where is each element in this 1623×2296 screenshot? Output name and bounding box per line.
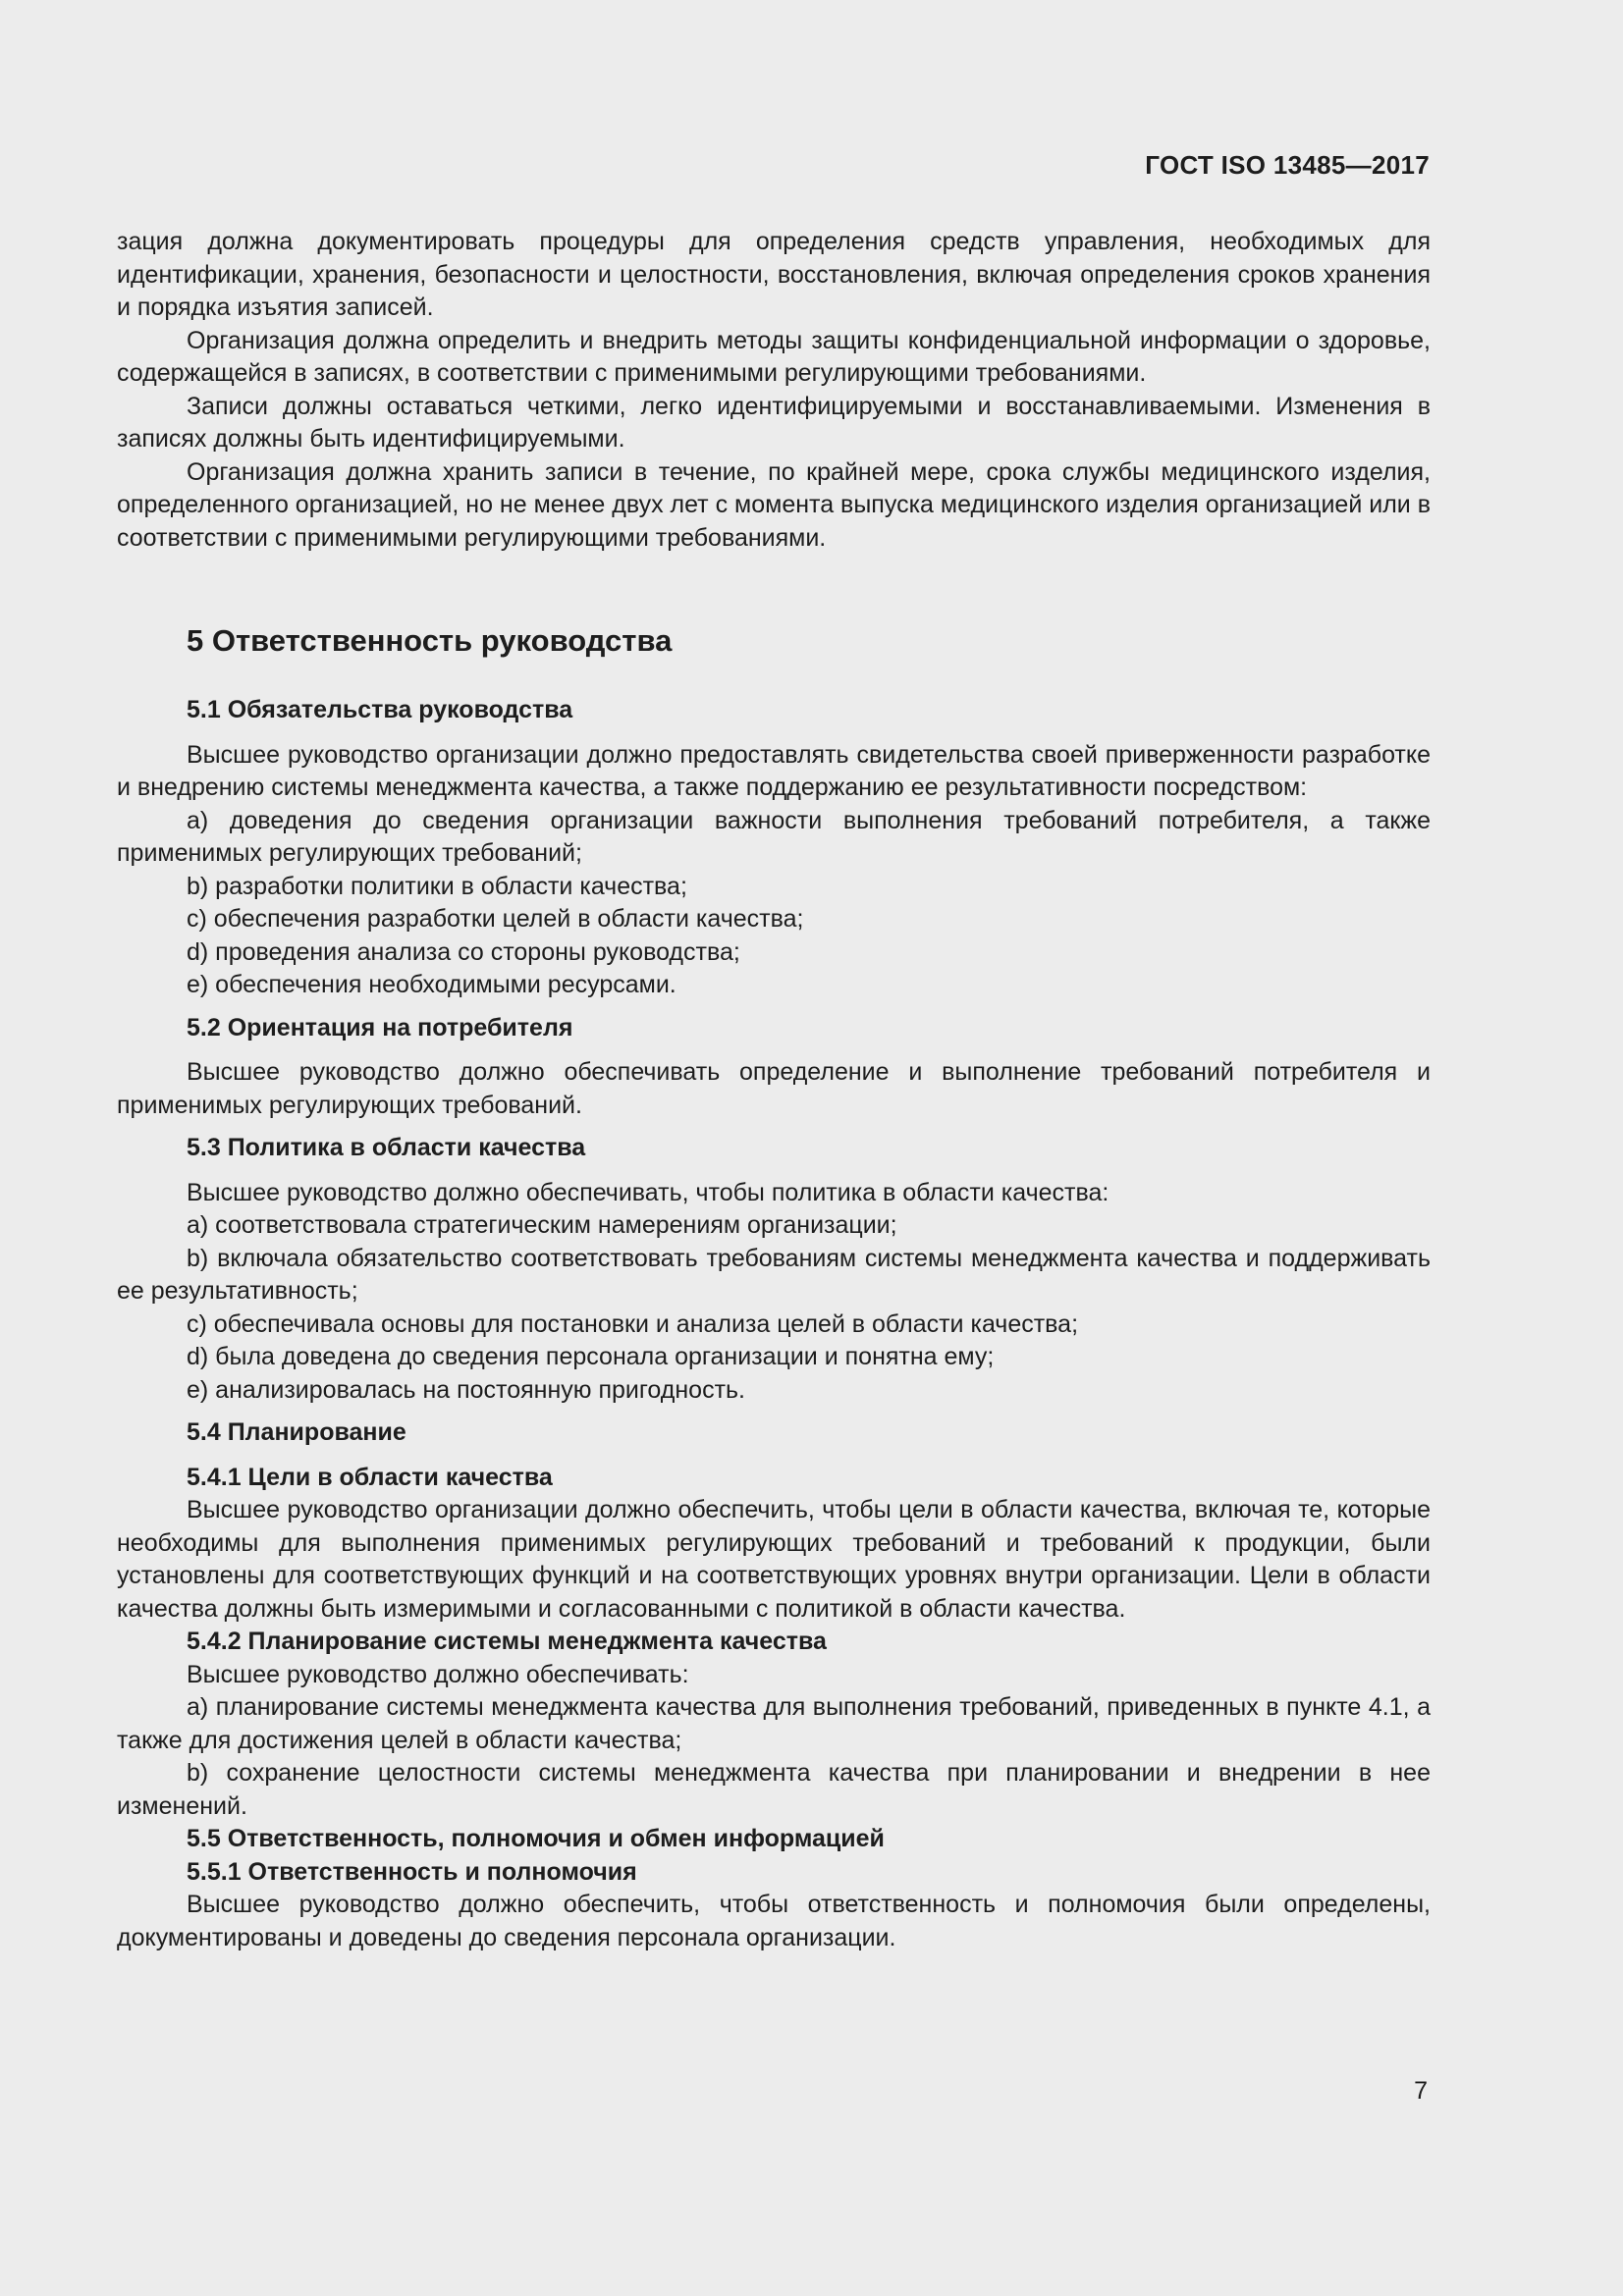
section-5-5-heading: 5.5 Ответственность, полномочия и обмен информацией: [187, 1825, 885, 1852]
section-5-3-item-c: c) обеспечивала основы для постановки и анализа целей в области качества;: [187, 1309, 1079, 1338]
page-number: 7: [1414, 2077, 1428, 2105]
section-5-1-item-e: e) обеспечения необходимыми ресурсами.: [187, 971, 676, 998]
paragraph-records-retention: Организация должна хранить записи в течение, по крайней мере, срока службы медицинского изделия, определенного организацией, но не менее двух лет с момента выпуска медицинского изделия организацией или в соответствии с применимыми регулирующими требованиями.: [117, 457, 1431, 552]
section-5-4-2-intro: Высшее руководство должно обеспечивать:: [187, 1660, 689, 1688]
section-5-3-item-d: d) была доведена до сведения персонала организации и понятна ему;: [187, 1343, 995, 1370]
paragraph-records-procedures: зация должна документировать процедуры для определения средств управления, необходимых для идентификации, хранения, безопасности и целостности, восстановления, включая определения сроков хранения и порядка изъятия записей.: [117, 228, 1431, 321]
document-code-header: ГОСТ ISO 13485—2017: [1145, 150, 1430, 180]
section-5-4-2-item-a: a) планирование системы менеджмента качества для выполнения требований, приведенных в пункте 4.1, а также для достижения целей в области качества;: [117, 1693, 1431, 1754]
section-5-4-2-item-b: b) сохранение целостности системы менеджмента качества при планировании и внедрении в нее изменений.: [117, 1759, 1431, 1820]
section-5-1-heading: 5.1 Обязательства руководства: [187, 696, 573, 723]
section-5-3-item-b: b) включала обязательство соответствовать требованиям системы менеджмента качества и поддерживать ее результативность;: [117, 1244, 1431, 1305]
paragraph-records-legible: Записи должны оставаться четкими, легко идентифицируемыми и восстанавливаемыми. Изменения в записях должны быть идентифицируемыми.: [117, 392, 1431, 453]
section-5-2-heading: 5.2 Ориентация на потребителя: [187, 1013, 573, 1041]
document-body: [117, 226, 1431, 1954]
section-5-1-intro: Высшее руководство организации должно предоставлять свидетельства своей приверженности разработке и внедрению системы менеджмента качества, а также поддержанию ее результативности посредством:: [117, 740, 1431, 801]
section-5-5-1-paragraph: Высшее руководство должно обеспечить, чтобы ответственность и полномочия были определены, документированы и доведены до сведения персонала организации.: [117, 1891, 1431, 1951]
section-5-4-1-paragraph: Высшее руководство организации должно обеспечить, чтобы цели в области качества, включая те, которые необходимы для выполнения применимых регулирующих требований и требований к продукции, были установлены для соответствующих функций и на соответствующих уровнях внутри организации. Цели в области качества должны быть измеримыми и согласованными с политикой в области качества.: [117, 1496, 1431, 1623]
section-5-3-intro: Высшее руководство должно обеспечивать, чтобы политика в области качества:: [187, 1178, 1109, 1206]
section-5-2-paragraph: Высшее руководство должно обеспечивать определение и выполнение требований потребителя и применимых регулирующих требований.: [117, 1058, 1431, 1119]
section-5-4-2-heading: 5.4.2 Планирование системы менеджмента качества: [187, 1628, 827, 1655]
section-5-1-item-b: b) разработки политики в области качества;: [187, 872, 687, 900]
section-5-1-item-a: a) доведения до сведения организации важности выполнения требований потребителя, а также применимых регулирующих требований;: [117, 806, 1431, 867]
section-5-1-item-d: d) проведения анализа со стороны руководства;: [187, 937, 740, 966]
paragraph-confidential-info: Организация должна определить и внедрить методы защиты конфиденциальной информации о здоровье, содержащейся в записях, в соответствии с применимыми регулирующими требованиями.: [117, 326, 1431, 387]
section-5-heading: 5 Ответственность руководства: [187, 623, 673, 658]
section-5-3-heading: 5.3 Политика в области качества: [187, 1134, 586, 1161]
section-5-4-heading: 5.4 Планирование: [187, 1418, 406, 1446]
section-5-3-item-a: a) соответствовала стратегическим намерениям организации;: [187, 1211, 897, 1239]
section-5-4-1-heading: 5.4.1 Цели в области качества: [187, 1463, 553, 1491]
section-5-3-item-e: e) анализировалась на постоянную пригодность.: [187, 1375, 746, 1404]
section-5-1-item-c: c) обеспечения разработки целей в области качества;: [187, 905, 804, 933]
section-5-5-1-heading: 5.5.1 Ответственность и полномочия: [187, 1857, 637, 1886]
